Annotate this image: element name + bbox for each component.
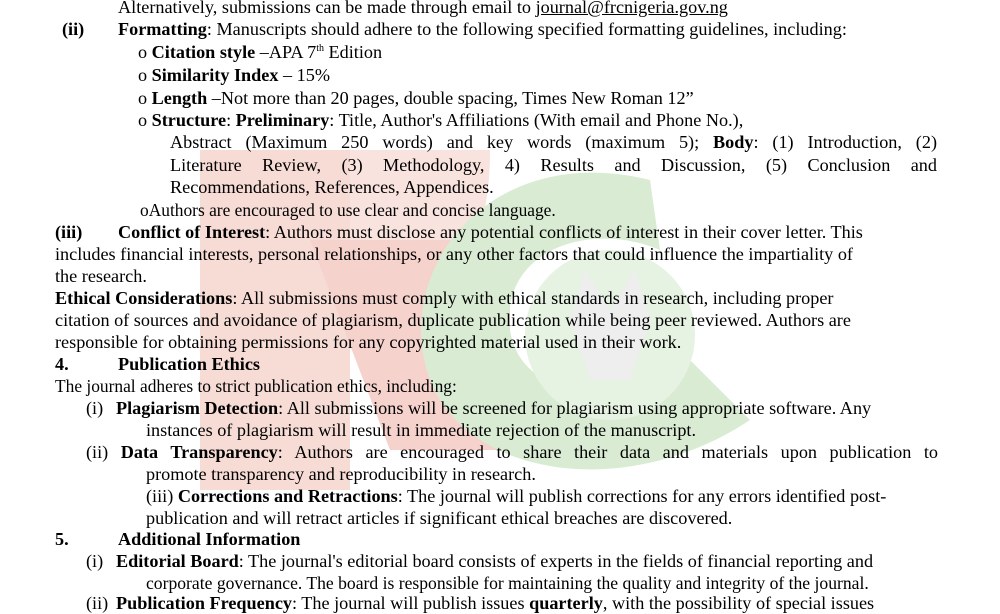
- item-number: (ii): [86, 442, 109, 462]
- section-4-heading: [55, 353, 260, 375]
- item-heading: Plagiarism Detection: [116, 398, 279, 418]
- item-number: (iii): [146, 486, 174, 506]
- item-heading: Data Transparency: [120, 442, 278, 462]
- item-number: (iii): [55, 222, 83, 242]
- data-transparency-line-2: promote transparency and reproducibility in research.: [146, 464, 536, 484]
- bullet-marker: o: [138, 88, 148, 108]
- item-number: (ii): [86, 593, 109, 613]
- plagiarism-line-2: instances of plagiarism will result in immediate rejection of the manuscript.: [146, 420, 697, 440]
- ethical-line-2: citation of sources and avoidance of plagiarism, duplicate publication while being peer reviewed. Authors are: [55, 310, 851, 330]
- publication-frequency-item: [86, 592, 874, 614]
- conflict-line-3: the research.: [55, 266, 147, 286]
- bullet-text: –Not more than 20 pages, double spacing, Times New Roman 12”: [207, 88, 694, 108]
- citation-edition: Edition: [323, 42, 383, 62]
- item-number: (i): [86, 551, 104, 571]
- citation-text: –APA 7: [255, 42, 317, 62]
- journal-email-link[interactable]: journal@frcnigeria.gov.ng: [535, 0, 728, 17]
- alt-text: Alternatively, submissions can be made through email to: [118, 0, 536, 17]
- section-title: Publication Ethics: [118, 354, 260, 374]
- item-number: (i): [86, 398, 104, 418]
- item-text: : Manuscripts should adhere to the following specified formatting guidelines, including:: [206, 19, 847, 39]
- structure-bullet: [138, 109, 743, 131]
- item-number: (ii): [62, 19, 85, 39]
- plagiarism-item: [86, 397, 871, 419]
- length-bullet: [138, 87, 694, 109]
- structure-line-3: Literature Review, (3) Methodology, 4) Results and Discussion, (5) Conclusion and: [170, 155, 937, 175]
- bullet-marker: o: [138, 65, 148, 85]
- structure-line-2: [170, 131, 937, 153]
- structure-line-4: Recommendations, References, Appendices.: [170, 177, 494, 197]
- item-text: : All submissions will be screened for plagiarism using appropriate software. Any: [278, 398, 872, 418]
- section-title: Additional Information: [118, 529, 301, 549]
- section-number: 4.: [55, 354, 69, 374]
- item-heading: Corrections and Retractions: [177, 486, 398, 506]
- item-text: : The journal's editorial board consists of experts in the fields of financial reporting and: [238, 551, 874, 571]
- quarterly-bold: quarterly: [529, 593, 603, 613]
- similarity-bullet: [138, 64, 330, 86]
- editorial-board-item: [86, 550, 873, 572]
- bullet-heading: Structure: [151, 110, 227, 130]
- structure-text: Abstract (Maximum 250 words) and key words (maximum 5);: [170, 132, 714, 152]
- section-number: 5.: [55, 529, 69, 549]
- ethical-text: : All submissions must comply with ethical standards in research, including proper: [232, 288, 834, 308]
- body-heading: Body: [713, 132, 754, 152]
- conflict-line-2: includes financial interests, personal relationships, or any other factors that could influence the impartiality of: [55, 244, 853, 264]
- ethical-heading: Ethical Considerations: [55, 288, 233, 308]
- superscript: th: [316, 43, 324, 54]
- corrections-line-2: publication and will retract articles if significant ethical breaches are discovered.: [146, 508, 733, 528]
- citation-style-bullet: [138, 41, 382, 63]
- ethical-line-3: responsible for obtaining permissions for any copyrighted material used in their work.: [55, 332, 682, 352]
- item-text: : Authors must disclose any potential conflicts of interest in their cover letter. This: [265, 222, 863, 242]
- item-heading: Conflict of Interest: [118, 222, 266, 242]
- section-5-heading: [55, 528, 300, 550]
- item-text: : The journal will publish corrections for any errors identified post-: [397, 486, 887, 506]
- clear-language-bullet: [140, 199, 556, 221]
- colon: :: [226, 110, 236, 130]
- item-heading: Publication Frequency: [116, 593, 292, 613]
- item-text: : Authors are encouraged to share their data and materials upon publication to: [277, 442, 939, 462]
- item-heading: Formatting: [118, 19, 207, 39]
- editorial-board-line-2: corporate governance. The board is responsible for maintaining the quality and integrity of the journal.: [146, 573, 869, 593]
- conflict-of-interest-item: [55, 221, 863, 243]
- bullet-heading: Similarity Index: [151, 65, 279, 85]
- section-4-intro: The journal adheres to strict publication ethics, including:: [55, 376, 457, 396]
- item-text: : The journal will publish issues: [292, 593, 530, 613]
- formatting-item: [62, 18, 847, 40]
- bullet-heading: Citation style: [151, 42, 256, 62]
- corrections-item: [146, 485, 886, 507]
- bullet-heading: Length: [151, 88, 208, 108]
- bullet-marker: o: [138, 42, 148, 62]
- email-submission-line: [118, 0, 728, 18]
- bullet-text: Authors are encouraged to use clear and concise language.: [148, 200, 556, 220]
- ethical-considerations: [55, 287, 833, 309]
- bullet-marker: o: [138, 110, 148, 130]
- data-transparency-item: [86, 441, 938, 463]
- preliminary-heading: Preliminary: [235, 110, 330, 130]
- bullet-text: – 15%: [278, 65, 330, 85]
- structure-text: : (1) Introduction, (2): [753, 132, 938, 152]
- item-heading: Editorial Board: [116, 551, 239, 571]
- bullet-marker: o: [140, 200, 149, 220]
- item-text-tail: , with the possibility of special issues: [602, 593, 875, 613]
- structure-text: : Title, Author's Affiliations (With email and Phone No.),: [329, 110, 744, 130]
